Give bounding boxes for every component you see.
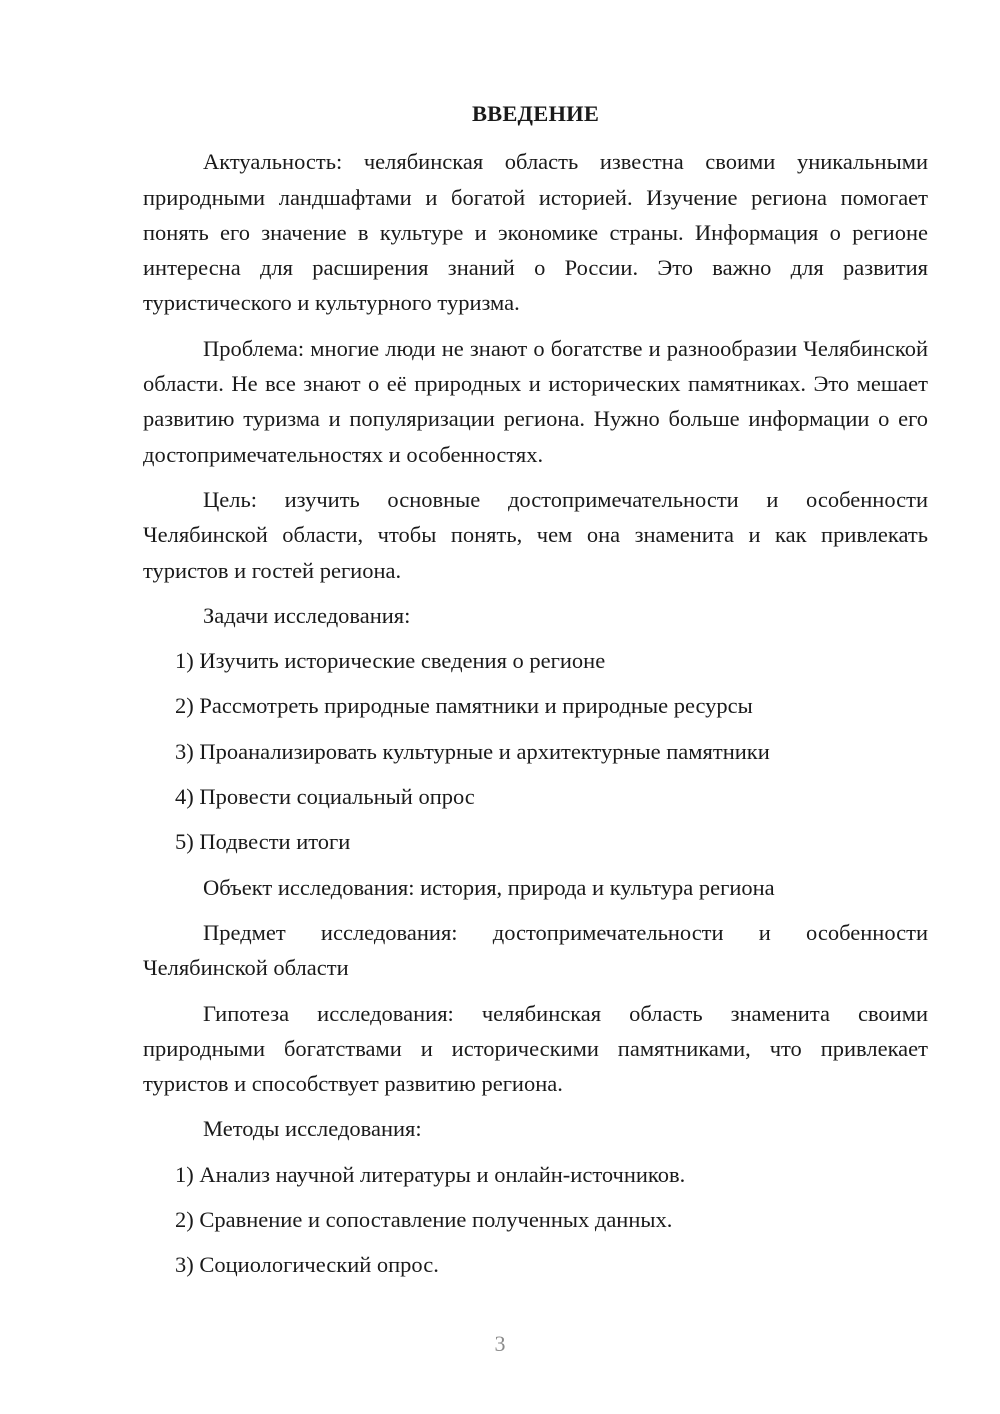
task-item: 1) Изучить исторические сведения о регионе bbox=[175, 648, 606, 674]
task-item: 2) Рассмотреть природные памятники и природные ресурсы bbox=[175, 693, 753, 719]
object-paragraph: Объект исследования: история, природа и культура региона bbox=[203, 874, 775, 900]
page-number: 3 bbox=[494, 1331, 506, 1356]
document-page bbox=[143, 96, 928, 1293]
problem-paragraph: Проблема: многие люди не знают о богатстве и разнообразии Челябинской области. Не все знают о её природных и исторических памятниках. Это мешает развитию туризма и популяризации региона. Нужно больше информации о его достопримечательностях и особенностях. bbox=[143, 335, 928, 467]
goal-paragraph: Цель: изучить основные достопримечательности и особенности Челябинской области, чтобы понять, чем она знаменита и как привлекать туристов и гостей региона. bbox=[143, 486, 928, 583]
method-item: 2) Сравнение и сопоставление полученных данных. bbox=[175, 1207, 673, 1233]
page-title: ВВЕДЕНИЕ bbox=[471, 101, 600, 126]
methods-label: Методы исследования: bbox=[203, 1116, 422, 1142]
tasks-label: Задачи исследования: bbox=[203, 602, 411, 628]
task-item: 3) Проанализировать культурные и архитектурные памятники bbox=[175, 738, 770, 764]
subject-paragraph: Предмет исследования: достопримечательности и особенности Челябинской области bbox=[143, 919, 928, 981]
relevance-paragraph: Актуальность: челябинская область известна своими уникальными природными ландшафтами и богатой историей. Изучение региона помогает понять его значение в культуре и экономике страны. Информация о регионе интересна для расширения знаний о России. Это важно для развития туристического и культурного туризма. bbox=[143, 149, 928, 316]
task-item: 5) Подвести итоги bbox=[175, 829, 351, 855]
method-item: 3) Социологический опрос. bbox=[175, 1252, 439, 1278]
task-item: 4) Провести социальный опрос bbox=[175, 784, 475, 810]
hypothesis-paragraph: Гипотеза исследования: челябинская область знаменита своими природными богатствами и историческими памятниками, что привлекает туристов и способствует развитию региона. bbox=[143, 1000, 928, 1097]
method-item: 1) Анализ научной литературы и онлайн-источников. bbox=[175, 1161, 686, 1187]
